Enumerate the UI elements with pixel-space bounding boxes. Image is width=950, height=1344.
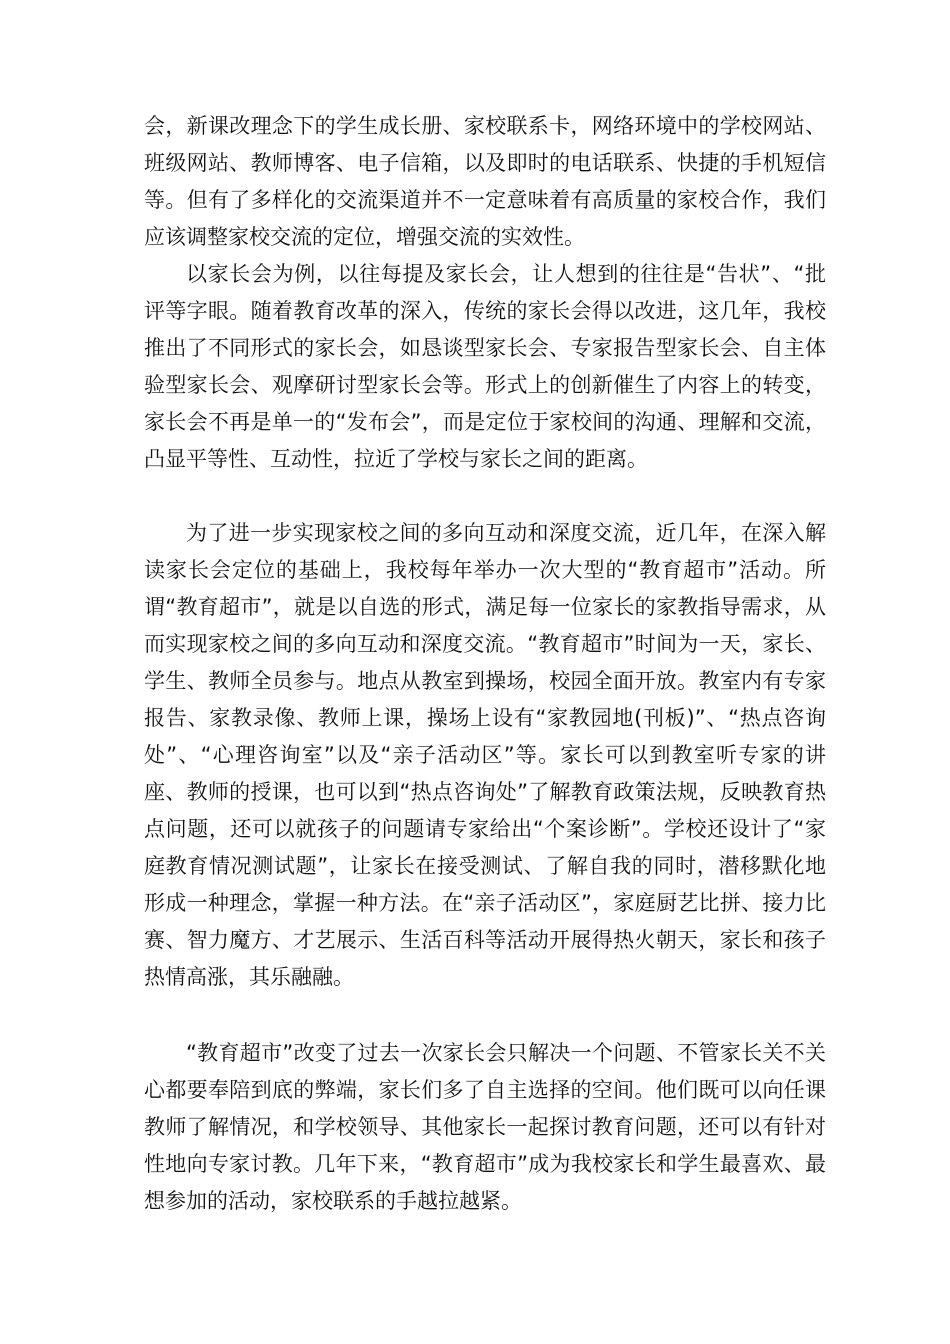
paragraph-1	[144, 108, 826, 256]
paragraph-text: 以家长会为例，以往每提及家长会，让人想到的往往是“告状”、“批评等字眼。随着教育改革的深入，传统的家长会得以改进，这几年，我校推出了不同形式的家长会，如恳谈型家长会、专家报告型家长会、自主体验型家长会、观摩研讨型家长会等。形式上的创新催生了内容上的转变，家长会不再是单一的“发布会”，而是定位于家校间的沟通、理解和交流，凸显平等性、互动性，拉近了学校与家长之间的距离。	[144, 262, 826, 471]
paragraph-text: 会，新课改理念下的学生成长册、家校联系卡，网络环境中的学校网站、班级网站、教师博客、电子信箱，以及即时的电话联系、快捷的手机短信等。但有了多样化的交流渠道并不一定意味着有高质量的家校合作，我们应该调整家校交流的定位，增强交流的实效性。	[144, 114, 826, 249]
paragraph-2	[144, 256, 826, 478]
paragraph-text: 为了进一步实现家校之间的多向互动和深度交流，近几年，在深入解读家长会定位的基础上，我校每年举办一次大型的“教育超市”活动。所谓“教育超市”，就是以自选的形式，满足每一位家长的家教指导需求，从而实现家校之间的多向互动和深度交流。“教育超市”时间为一天，家长、学生、教师全员参与。地点从教室到操场，校园全面开放。教室内有专家报告、家教录像、教师上课，操场上设有“家教园地(刊板)”、“热点咨询处”、“心理咨询室”以及“亲子活动区”等。家长可以到教室听专家的讲座、教师的授课，也可以到“热点咨询处”了解教育政策法规，反映教育热点问题，还可以就孩子的问题请专家给出“个案诊断”。学校还设计了“家庭教育情况测试题”，让家长在接受测试、了解自我的同时，潜移默化地形成一种理念，掌握一种方法。在“亲子活动区”，家庭厨艺比拼、接力比赛、智力魔方、才艺展示、生活百科等活动开展得热火朝天，家长和孩子热情高涨，其乐融融。	[144, 521, 826, 989]
paragraph-3	[144, 515, 826, 996]
paragraph-4	[144, 1035, 826, 1220]
paragraph-text: “教育超市”改变了过去一次家长会只解决一个问题、不管家长关不关心都要奉陪到底的弊端，家长们多了自主选择的空间。他们既可以向任课教师了解情况，和学校领导、其他家长一起探讨教育问题，还可以有针对性地向专家讨教。几年下来，“教育超市”成为我校家长和学生最喜欢、最想参加的活动，家校联系的手越拉越紧。	[144, 1041, 826, 1213]
